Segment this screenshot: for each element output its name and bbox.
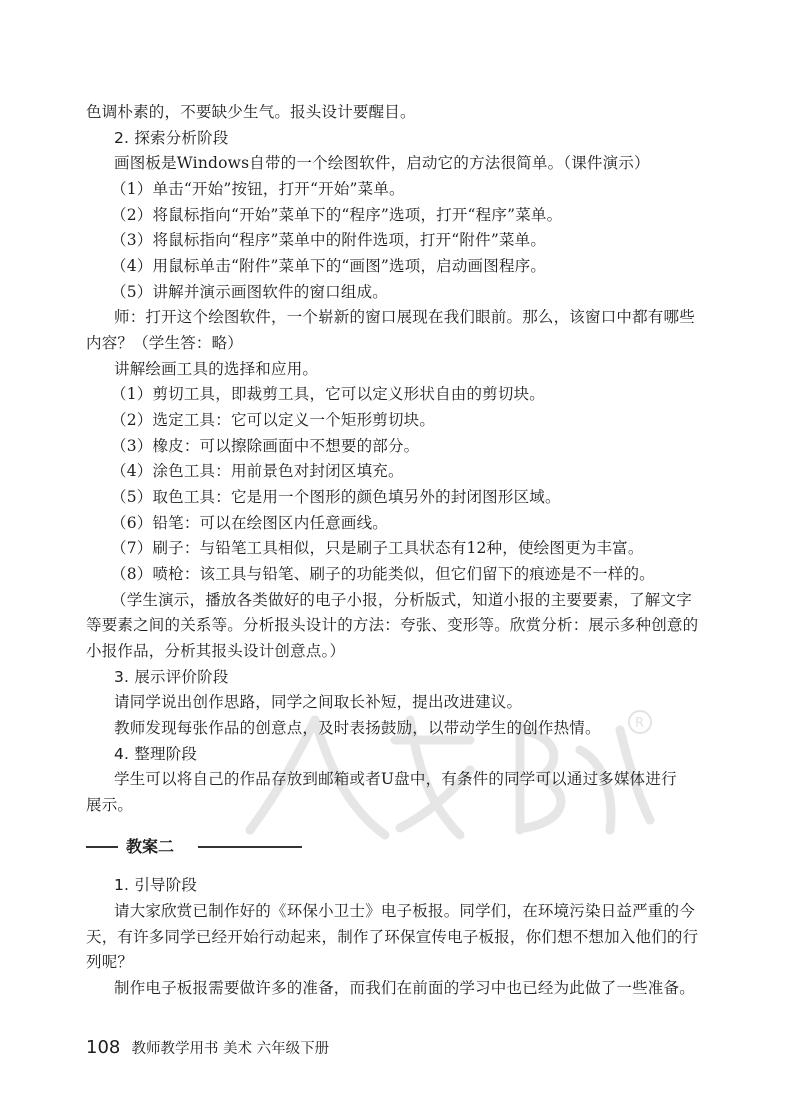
page-footer bbox=[86, 1037, 329, 1058]
list-item: （4）用鼠标单击“附件”菜单下的“画图”选项，启动画图程序。 bbox=[111, 257, 547, 275]
list-item: （8）喷枪：该工具与铅笔、刷子的功能类似，但它们留下的痕迹是不一样的。 bbox=[111, 565, 655, 583]
list-item: （6）铅笔：可以在绘图区内任意画线。 bbox=[111, 514, 388, 532]
body-text-line: 画图板是Windows自带的一个绘图软件，启动它的方法很简单。（课件演示） bbox=[114, 154, 650, 172]
stage-heading: 2. 探索分析阶段 bbox=[114, 129, 229, 147]
stage-heading: 4. 整理阶段 bbox=[114, 745, 198, 763]
body-text-line: 师：打开这个绘图软件，一个崭新的窗口展现在我们眼前。那么，该窗口中都有哪些 bbox=[114, 308, 695, 326]
list-item: （5）讲解并演示画图软件的窗口组成。 bbox=[111, 283, 388, 301]
list-item: （5）取色工具：它是用一个图形的颜色填另外的封闭图形区域。 bbox=[111, 488, 561, 506]
svg-text:R: R bbox=[635, 716, 645, 731]
list-item: （3）将鼠标指向“程序”菜单中的附件选项，打开“附件”菜单。 bbox=[111, 231, 547, 249]
body-text-line: 制作电子板报需要做许多的准备，而我们在前面的学习中也已经为此做了一些准备。 bbox=[114, 979, 695, 997]
body-text-line: 内容？（学生答：略） bbox=[86, 334, 244, 352]
book-title: 教师教学用书 美术 六年级下册 bbox=[131, 1041, 330, 1057]
body-text-line: 小报作品，分析其报头设计创意点。） bbox=[86, 642, 346, 660]
heading-rule bbox=[86, 846, 118, 848]
list-item: （1）剪切工具，即裁剪工具，它可以定义形状自由的剪切块。 bbox=[111, 385, 545, 403]
body-text-line: 讲解绘画工具的选择和应用。 bbox=[114, 360, 319, 378]
body-text-line: 等要素之间的关系等。分析报头设计的方法：夸张、变形等。欣赏分析：展示多种创意的 bbox=[86, 616, 699, 634]
list-item: （2）将鼠标指向“开始”菜单下的“程序”选项，打开“程序”菜单。 bbox=[111, 206, 563, 224]
stage-heading: 1. 引导阶段 bbox=[114, 876, 198, 894]
body-text-line: 请大家欣赏已制作好的《环保小卫士》电子板报。同学们，在环境污染日益严重的今 bbox=[114, 902, 695, 920]
heading-rule bbox=[198, 846, 302, 848]
page-number: 108 bbox=[86, 1037, 121, 1058]
body-text-line: 色调朴素的，不要缺少生气。报头设计要醒目。 bbox=[86, 103, 416, 121]
list-item: （4）涂色工具：用前景色对封闭区填充。 bbox=[111, 462, 404, 480]
list-item: （7）刷子：与铅笔工具相似，只是刷子工具状态有12种，使绘图更为丰富。 bbox=[111, 539, 644, 557]
body-text-line: 学生可以将自己的作品存放到邮箱或者U盘中，有条件的同学可以通过多媒体进行 bbox=[114, 770, 677, 788]
body-text-line: 展示。 bbox=[86, 796, 134, 814]
body-text-line: （学生演示，播放各类做好的电子小报，分析版式，知道小报的主要要素，了解文字 bbox=[111, 591, 692, 609]
section-title: 教案二 bbox=[126, 837, 175, 856]
list-item: （1）单击“开始”按钮，打开“开始”菜单。 bbox=[111, 180, 405, 198]
section-heading bbox=[86, 835, 302, 859]
list-item: （3）橡皮：可以擦除画面中不想要的部分。 bbox=[111, 437, 420, 455]
body-text-line: 天，有许多同学已经开始行动起来，制作了环保宣传电子板报，你们想不想加入他们的行 bbox=[86, 928, 699, 946]
body-text-line: 请同学说出创作思路，同学之间取长补短，提出改进建议。 bbox=[114, 693, 523, 711]
body-text-line: 教师发现每张作品的创意点，及时表扬鼓励，以带动学生的创作热情。 bbox=[114, 719, 601, 737]
stage-heading: 3. 展示评价阶段 bbox=[114, 668, 229, 686]
body-text-line: 列呢？ bbox=[86, 953, 134, 971]
list-item: （2）选定工具：它可以定义一个矩形剪切块。 bbox=[111, 411, 436, 429]
